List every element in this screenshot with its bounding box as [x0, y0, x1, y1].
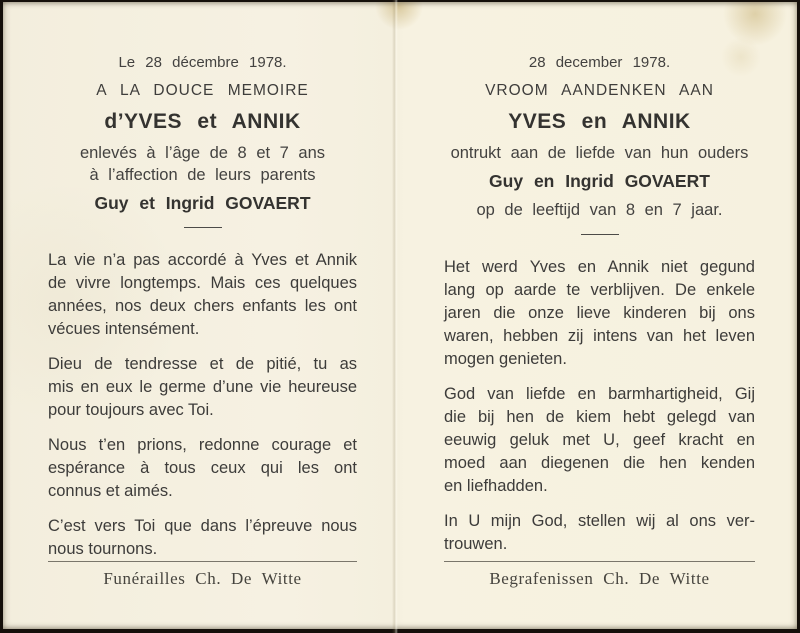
panel-dutch: [400, 2, 797, 629]
paragraph: [48, 515, 357, 561]
french-footer-rule: [48, 561, 357, 562]
text-line: eeuwig geluk met U, geef kracht en: [444, 431, 755, 449]
text-line: vécues intensément.: [48, 320, 200, 338]
text-line: waren, hebben zij intens van het leven: [444, 327, 755, 345]
text-line: God van liefde en barmhartigheid, Gij: [444, 385, 755, 403]
text-line: Nous t’en prions, redonne courage et: [48, 436, 357, 454]
text-line: pour toujours avec Toi.: [48, 401, 214, 419]
text-line: nous tournons.: [48, 540, 158, 558]
french-names-heading: d’YVES et ANNIK: [104, 110, 301, 133]
text-line: C’est vers Toi que dans l’épreuve nous: [48, 517, 357, 535]
text-line: de vivre longtemps. Mais ces quelques: [48, 274, 357, 292]
french-dedication: A LA DOUCE MEMOIRE: [96, 82, 309, 99]
dutch-age-line: op de leeftijd van 8 en 7 jaar.: [476, 201, 723, 219]
dutch-names-heading: YVES en ANNIK: [508, 110, 691, 133]
paragraph: [444, 256, 755, 371]
dutch-body: [444, 256, 755, 556]
text-line: Dieu de tendresse et de pitié, tu as: [48, 355, 357, 373]
text-line: espérance à tous ceux qui les ont: [48, 459, 357, 477]
french-date: Le 28 décembre 1978.: [118, 54, 287, 71]
paragraph: [48, 434, 357, 503]
french-footer-text: Funérailles Ch. De Witte: [103, 569, 302, 588]
french-affection-line: à l’affection de leurs parents: [89, 166, 316, 184]
dutch-date: 28 december 1978.: [528, 54, 671, 71]
french-footer: [48, 561, 357, 589]
memorial-card: [3, 2, 797, 629]
french-body: [48, 249, 357, 561]
text-line: mogen genieten.: [444, 350, 567, 368]
text-line: connus et aimés.: [48, 482, 173, 500]
paragraph: [48, 249, 357, 341]
text-line: La vie n’a pas accordé à Yves et Annik: [48, 251, 357, 269]
paragraph: [444, 383, 755, 498]
text-line: trouwen.: [444, 535, 508, 553]
dutch-dedication: VROOM AANDENKEN AAN: [485, 82, 714, 99]
text-line: moed aan diegenen die hen kenden: [444, 454, 755, 472]
french-age-line: enlevés à l’âge de 8 et 7 ans: [79, 144, 326, 162]
dutch-footer: [444, 561, 755, 589]
text-line: lang op aarde te verblijven. De enkele: [444, 281, 755, 299]
paragraph: [444, 510, 755, 556]
dutch-divider: [581, 234, 619, 235]
paragraph: [48, 353, 357, 422]
dutch-parents-line: Guy en Ingrid GOVAERT: [489, 171, 710, 191]
text-line: Het werd Yves en Annik niet gegund: [444, 258, 755, 276]
text-line: jaren die onze lieve kinderen bij ons: [444, 304, 755, 322]
text-line: années, nos deux chers enfants les ont: [48, 297, 357, 315]
text-line: die bij hen de kiem hebt gelegd van: [444, 408, 755, 426]
dutch-footer-rule: [444, 561, 755, 562]
panel-french: [3, 2, 400, 629]
text-line: mis en eux le germe d’une vie heureuse: [48, 378, 357, 396]
dutch-love-line: ontrukt aan de liefde van hun ouders: [450, 144, 749, 162]
text-line: In U mijn God, stellen wij al ons ver-: [444, 512, 755, 530]
dutch-footer-text: Begrafenissen Ch. De Witte: [489, 569, 710, 588]
french-parents-line: Guy et Ingrid GOVAERT: [94, 193, 311, 213]
text-line: en liefhadden.: [444, 477, 548, 495]
french-divider: [184, 227, 222, 228]
